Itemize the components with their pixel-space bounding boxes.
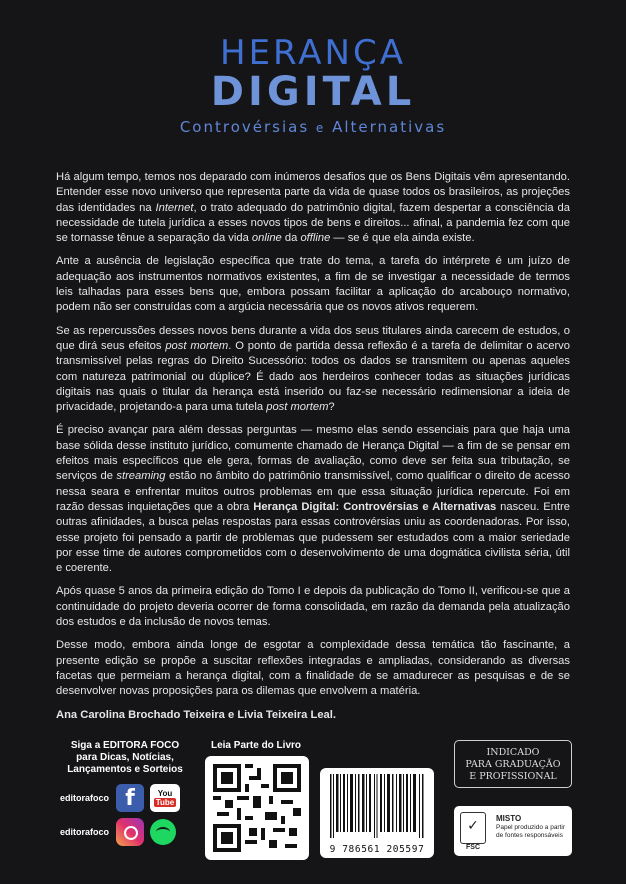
social-handle: editorafoco (60, 793, 110, 803)
fsc-misto: MISTO (496, 814, 522, 823)
p3-text-b: . O ponto de partida dessa reflexão é a tarefa de delimitar o acervo transmissível pelas regras do Direito Sucessório: todos os dados se transmitem ou apenas aqueles com natureza patrimonial ou dúplice? É dado aos herdeiros conhecer todas as situações jurídicas digitais nas quais o titular da herança está inserido ou faz-se necessário redimensionar a ideia de privacidade, projetando-a para uma tutela (56, 339, 571, 414)
p1-text-b: , o trato adequado do patrimônio digital, fazem despertar a consciência da necessidade de tutela jurídica a esses novos tipos de bens e direitos... afinal, a pandemia fez com que se tornasse tênue a separação da vida (56, 201, 570, 245)
p4-text-a: É preciso avançar para além dessas perguntas — mesmo elas sendo essenciais para que haja uma base sólida desse instituto jurídico, comumente chamado de Herança Digital — a fim de se pensar em efeitos mais específicos que ele gera, formas de avaliação, como deve ser feita sua tributação, se serviços de (56, 424, 570, 483)
isbn-number: 9 786561 205597 (329, 844, 425, 855)
subtitle-part-1: Controvérsias (179, 118, 310, 136)
youtube-tube: Tube (155, 798, 175, 807)
youtube-you: You (157, 789, 173, 798)
qr-code-graphic (213, 764, 301, 852)
qr-title: Leia Parte do Livro (210, 740, 302, 751)
title-line-2: DIGITAL (210, 69, 416, 115)
indicado-badge (454, 740, 572, 788)
paragraph-3 (56, 324, 570, 416)
p3-italic-2: post mortem (266, 401, 329, 414)
instagram-icon[interactable] (116, 818, 144, 846)
facebook-icon[interactable]: f (116, 784, 144, 812)
p1-italic-1: Internet (155, 201, 194, 214)
follow-text (60, 740, 190, 776)
p1-text-a: Há algum tempo, temos nos deparado com inúmeros desafios que os Bens Digitais vêm apresentando. Entender esse novo universo que representa parte da vida de quase todos os brasileiros, as projeções das identidades na (56, 171, 570, 214)
p4-book-title: Herança Digital: Controvérsias e Alternativas (253, 500, 497, 513)
title-line-1: HERANÇA (220, 33, 406, 73)
indicado-line-3: E PROFISSIONAL (469, 771, 557, 782)
p3-text-a: Se as repercussões desses novos bens durante a vida dos seus titulares ainda carecem de estudos, o que dirá seus efeitos (56, 324, 570, 352)
indicado-line-1: INDICADO (486, 747, 540, 758)
fsc-certification (454, 806, 572, 856)
youtube-icon[interactable] (150, 784, 180, 812)
paragraph-2: Ante a ausência de legislação específica que trate do tema, a tarefa do intérprete é um juízo de adequação aos instrumentos normativos existentes, a fim de se investigar a necessidade de termos leis talhadas para esses bens que, embora possam facilitar a aplicação do arcabouço normativo, podem não ser construídas com a argúcia necessária que os novos ativos requerem. (56, 255, 570, 314)
p4-italic-1: streaming (116, 470, 166, 483)
follow-line-2: para Dicas, Notícias, (76, 752, 174, 763)
spotify-icon[interactable] (150, 819, 176, 845)
p4-text-b: estão no âmbito do patrimônio transmissível, como qualificar o direito de acesso nessa seara e enfrentar muitos outros problemas em que essa situação jurídica repercute. Foi em razão dessas inquietações que a obra (56, 470, 570, 513)
paragraph-6: Desse modo, embora ainda longe de esgotar a complexidade dessa temática tão fascinante, a presente edição se propõe a suscitar reflexões integradas e ampliadas, considerando as diversas facetas que permeiam a herança digital, com a finalidade de se amadurecer as pesquisas e de se desenvolver novas proposições para os dilemas que envolvem a matéria. (56, 639, 570, 698)
social-handle: editorafoco (60, 827, 110, 837)
p1-italic-3: offline (300, 232, 331, 245)
authors: Ana Carolina Brochado Teixeira e Livia Teixeira Leal. (56, 708, 336, 721)
subtitle (0, 118, 626, 136)
indicado-line-2: PARA GRADUAÇÃO (465, 759, 561, 770)
back-cover-text (56, 170, 570, 731)
social-row-2 (60, 818, 176, 846)
p3-italic-1: post mortem (165, 339, 229, 352)
p4-text-c: nasceu. Entre outras afinidades, a busca pelas respostas para essas controvérsias uniu as coordenadoras. Por isso, esse projeto foi pensado a partir de problemas que pudessem ser estudados com a maior seriedade por esse time de autores comprometidos com o desenvolvimento de uma dogmática civilista séria, útil e coerente. (56, 500, 571, 575)
isbn-barcode (320, 768, 434, 858)
paragraph-5: Após quase 5 anos da primeira edição do Tomo I e depois da publicação do Tomo II, verificou-se que a continuidade do projeto deveria ocorrer de forma consolidada, em razão da demanda pela atualização dos estudos e da inclusão de novos temas. (56, 585, 570, 629)
book-title (0, 34, 626, 136)
barcode-graphic (328, 774, 426, 838)
qr-code[interactable] (205, 756, 309, 860)
subtitle-conjunction: e (315, 121, 326, 135)
p1-text-c: da (281, 232, 301, 245)
paragraph-1 (56, 170, 570, 246)
fsc-description: Papel produzido a partir de fontes responsáveis (496, 824, 566, 839)
p1-italic-2: online (251, 232, 282, 245)
follow-line-3: Lançamentos e Sorteios (67, 764, 183, 775)
fsc-label: FSC (466, 844, 480, 851)
p1-text-d: — se é que ela ainda existe. (330, 232, 475, 245)
fsc-tree-icon: ✓ (460, 812, 486, 844)
paragraph-4 (56, 423, 570, 576)
social-row-1 (60, 784, 180, 812)
follow-line-1: Siga a EDITORA FOCO (70, 740, 180, 751)
subtitle-part-2: Alternativas (332, 118, 447, 136)
p3-text-c: ? (328, 401, 335, 414)
